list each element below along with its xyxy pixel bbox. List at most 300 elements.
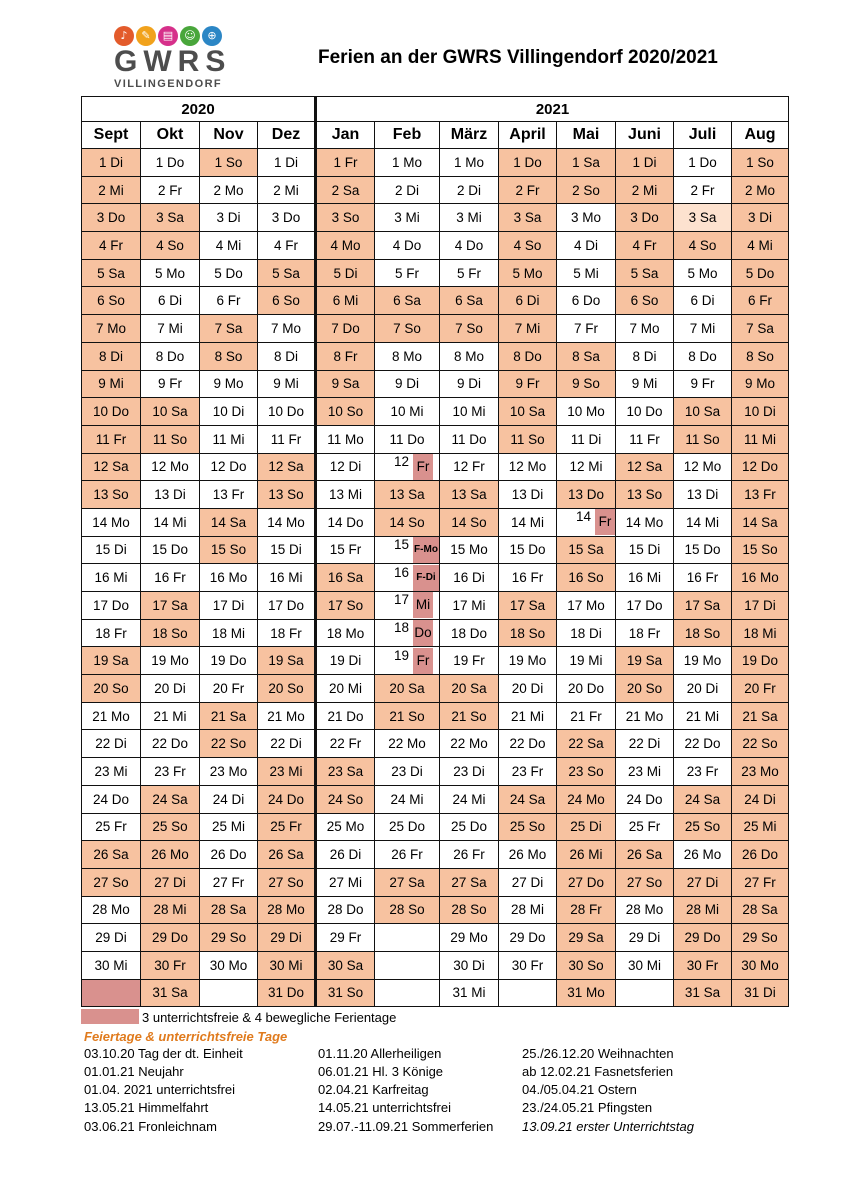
day-cell: 30 Sa — [316, 951, 375, 979]
day-cell: 14 Sa — [200, 508, 258, 536]
day-cell: 16 Mi — [82, 564, 141, 592]
day-cell: 16 Fr — [499, 564, 557, 592]
day-cell: 24 Sa — [499, 785, 557, 813]
day-cell: 5 Fr — [375, 259, 440, 287]
day-cell: 14 Mi — [499, 508, 557, 536]
day-cell: 9 Fr — [141, 370, 200, 398]
day-cell: 20 Sa — [375, 675, 440, 703]
first-school-day: 13.09.21 erster Unterrichtstag — [522, 1119, 694, 1134]
day-cell: 5 Sa — [82, 259, 141, 287]
day-cell: 13 So — [258, 481, 316, 509]
day-cell: 22 Do — [674, 730, 732, 758]
day-cell: 23 Fr — [141, 758, 200, 786]
month-header: Juni — [616, 122, 674, 149]
day-cell: 24 Di — [732, 785, 789, 813]
day-cell: 6 Do — [557, 287, 616, 315]
day-cell: 4 So — [674, 232, 732, 260]
calendar-row — [82, 758, 789, 786]
day-cell: 15 Sa — [557, 536, 616, 564]
day-cell: 22 Do — [141, 730, 200, 758]
day-cell: 14 Fr — [557, 508, 616, 536]
day-cell: 20 So — [258, 675, 316, 703]
day-cell: 9 Mi — [82, 370, 141, 398]
day-cell: 10 So — [316, 398, 375, 426]
day-cell: 18 Mo — [316, 619, 375, 647]
person-icon: ☺ — [180, 26, 200, 46]
day-cell: 5 Mo — [141, 259, 200, 287]
day-cell: 6 Sa — [440, 287, 499, 315]
day-cell: 30 Di — [440, 951, 499, 979]
day-cell: 4 Fr — [82, 232, 141, 260]
day-cell: 11 Mi — [200, 425, 258, 453]
day-cell: 3 Do — [258, 204, 316, 232]
day-cell: 29 Di — [616, 924, 674, 952]
globe-icon: ⊕ — [202, 26, 222, 46]
day-cell: 14 So — [375, 508, 440, 536]
day-cell: 26 Mi — [557, 841, 616, 869]
day-cell: 29 Di — [82, 924, 141, 952]
calendar-row — [82, 342, 789, 370]
day-cell: 6 Di — [499, 287, 557, 315]
day-cell: 1 Mo — [440, 149, 499, 177]
day-cell: 27 Sa — [440, 868, 499, 896]
day-cell: 23 Mo — [732, 758, 789, 786]
calendar-row — [82, 592, 789, 620]
calendar-row — [82, 785, 789, 813]
day-cell: 28 Mo — [258, 896, 316, 924]
day-cell: 6 So — [82, 287, 141, 315]
day-cell: 7 Do — [316, 315, 375, 343]
day-cell: 11 Fr — [616, 425, 674, 453]
day-cell: 21 Fr — [557, 702, 616, 730]
day-cell: 8 Di — [616, 342, 674, 370]
calendar-row — [82, 370, 789, 398]
day-cell: 16 F-Di — [375, 564, 440, 592]
day-cell: 8 Mo — [440, 342, 499, 370]
day-cell: 12 Di — [316, 453, 375, 481]
month-header: Juli — [674, 122, 732, 149]
calendar-row — [82, 398, 789, 426]
day-cell: 3 Sa — [499, 204, 557, 232]
holiday-item: 01.01.21 Neujahr — [84, 1064, 184, 1079]
day-cell: 6 Mi — [316, 287, 375, 315]
day-cell: 20 So — [82, 675, 141, 703]
day-cell: 7 So — [375, 315, 440, 343]
day-cell: 19 Sa — [616, 647, 674, 675]
day-cell: 21 Mi — [141, 702, 200, 730]
day-cell: 10 Mi — [375, 398, 440, 426]
calendar-row — [82, 813, 789, 841]
holiday-item: 01.11.20 Allerheiligen — [318, 1046, 442, 1061]
day-cell: 29 So — [732, 924, 789, 952]
calendar-row — [82, 619, 789, 647]
day-cell: 8 Do — [141, 342, 200, 370]
day-cell: 24 Sa — [674, 785, 732, 813]
calendar-row — [82, 453, 789, 481]
day-cell: 4 So — [141, 232, 200, 260]
calendar-row — [82, 204, 789, 232]
day-cell: 26 Sa — [258, 841, 316, 869]
day-cell: 31 Di — [732, 979, 789, 1007]
day-cell: 31 Mo — [557, 979, 616, 1007]
day-cell: 17 Di — [200, 592, 258, 620]
day-cell: 6 So — [258, 287, 316, 315]
day-cell: 2 Mi — [258, 176, 316, 204]
day-cell: 5 Mo — [499, 259, 557, 287]
day-cell: 28 So — [375, 896, 440, 924]
day-cell: 7 Mo — [82, 315, 141, 343]
day-cell: 25 Mi — [200, 813, 258, 841]
month-header: Sept — [82, 122, 141, 149]
day-cell: 19 Mo — [141, 647, 200, 675]
day-cell: 7 Sa — [200, 315, 258, 343]
calendar-row — [82, 287, 789, 315]
day-cell: 16 Sa — [316, 564, 375, 592]
day-cell: 2 Mi — [82, 176, 141, 204]
day-cell: 7 Mo — [616, 315, 674, 343]
day-cell: 11 Fr — [258, 425, 316, 453]
day-cell: 9 Sa — [316, 370, 375, 398]
day-cell: 15 Di — [82, 536, 141, 564]
day-cell: 1 Do — [499, 149, 557, 177]
day-cell: 7 So — [440, 315, 499, 343]
day-cell: 1 Di — [258, 149, 316, 177]
day-cell: 11 Do — [375, 425, 440, 453]
day-cell: 17 Sa — [499, 592, 557, 620]
day-cell: 5 Di — [316, 259, 375, 287]
movable-days-label: 3 unterrichtsfreie & 4 bewegliche Ferientage — [142, 1010, 397, 1025]
day-cell: 18 So — [674, 619, 732, 647]
day-cell: 10 Di — [732, 398, 789, 426]
day-cell: 24 Do — [258, 785, 316, 813]
day-cell: 21 Sa — [732, 702, 789, 730]
day-cell: 25 Fr — [82, 813, 141, 841]
calendar-row — [82, 425, 789, 453]
day-cell: 1 Do — [141, 149, 200, 177]
year-header-2020: 2020 — [82, 97, 316, 122]
movable-day-marker: Fr — [413, 648, 433, 674]
month-header-row — [82, 122, 789, 149]
day-cell: 28 Mi — [499, 896, 557, 924]
day-cell: 28 Do — [316, 896, 375, 924]
day-cell: 12 Mo — [499, 453, 557, 481]
day-cell: 25 Fr — [616, 813, 674, 841]
day-cell: 2 Di — [440, 176, 499, 204]
day-cell: 5 Do — [200, 259, 258, 287]
day-cell: 3 So — [316, 204, 375, 232]
day-cell: 28 Mo — [616, 896, 674, 924]
day-cell: 27 Di — [674, 868, 732, 896]
day-cell: 28 Mi — [141, 896, 200, 924]
day-cell: 18 Fr — [82, 619, 141, 647]
day-cell: 22 Di — [82, 730, 141, 758]
holiday-item: 03.10.20 Tag der dt. Einheit — [84, 1046, 243, 1061]
holiday-item: ab 12.02.21 Fasnetsferien — [522, 1064, 674, 1079]
month-header: Dez — [258, 122, 316, 149]
day-cell: 28 Mo — [82, 896, 141, 924]
day-cell: 17 Do — [616, 592, 674, 620]
day-cell: 8 Di — [82, 342, 141, 370]
day-cell: 13 Mi — [316, 481, 375, 509]
day-cell: 29 Mo — [440, 924, 499, 952]
day-cell: 26 Di — [316, 841, 375, 869]
calendar-row — [82, 232, 789, 260]
day-cell: 19 Fr — [375, 647, 440, 675]
day-cell: 27 Sa — [375, 868, 440, 896]
day-cell: 15 Do — [499, 536, 557, 564]
day-cell: 26 Mo — [674, 841, 732, 869]
day-cell: 26 Mo — [141, 841, 200, 869]
day-cell: 10 Sa — [141, 398, 200, 426]
day-cell: 27 Di — [141, 868, 200, 896]
day-cell: 16 Mi — [616, 564, 674, 592]
day-cell: 26 Mo — [499, 841, 557, 869]
day-cell: 18 So — [499, 619, 557, 647]
day-cell: 9 Mo — [200, 370, 258, 398]
holiday-item: 03.06.21 Fronleichnam — [84, 1119, 217, 1134]
holiday-item: 01.04. 2021 unterrichtsfrei — [84, 1082, 236, 1097]
day-cell: 4 So — [499, 232, 557, 260]
day-cell: 23 Mi — [258, 758, 316, 786]
day-cell: 26 Sa — [616, 841, 674, 869]
day-cell: 19 Do — [732, 647, 789, 675]
day-cell: 14 Do — [316, 508, 375, 536]
movable-day-marker: Fr — [413, 454, 433, 480]
day-cell: 12 Mo — [674, 453, 732, 481]
day-cell: 12 Mi — [557, 453, 616, 481]
day-cell: 26 Do — [200, 841, 258, 869]
holiday-item: 25./26.12.20 Weihnachten — [522, 1046, 674, 1061]
day-cell: 7 Mi — [141, 315, 200, 343]
day-cell — [375, 979, 440, 1007]
day-cell: 31 Do — [258, 979, 316, 1007]
day-cell: 27 Fr — [732, 868, 789, 896]
day-cell: 21 Mo — [616, 702, 674, 730]
movable-day-marker: Do — [413, 620, 433, 646]
day-cell: 11 Di — [557, 425, 616, 453]
day-cell: 13 Sa — [375, 481, 440, 509]
day-cell: 25 So — [674, 813, 732, 841]
day-cell: 10 Sa — [674, 398, 732, 426]
holiday-item: 04./05.04.21 Ostern — [522, 1082, 637, 1097]
day-cell: 4 Fr — [258, 232, 316, 260]
month-header: März — [440, 122, 499, 149]
day-cell: 26 Fr — [440, 841, 499, 869]
day-cell: 14 Sa — [732, 508, 789, 536]
day-cell: 26 Sa — [82, 841, 141, 869]
holiday-item: 29.07.-11.09.21 Sommerferien — [318, 1119, 494, 1134]
page-title: Ferien an der GWRS Villingendorf 2020/2021 — [318, 47, 718, 68]
calendar-row — [82, 149, 789, 177]
day-cell: 13 Fr — [732, 481, 789, 509]
day-cell: 25 Do — [375, 813, 440, 841]
day-cell: 12 Sa — [82, 453, 141, 481]
day-cell: 21 Sa — [200, 702, 258, 730]
day-cell: 10 Mo — [557, 398, 616, 426]
day-cell: 14 Mo — [82, 508, 141, 536]
calendar-row — [82, 868, 789, 896]
day-cell: 1 Mo — [375, 149, 440, 177]
calendar-row — [82, 924, 789, 952]
day-cell: 18 Fr — [616, 619, 674, 647]
day-cell: 16 Mo — [200, 564, 258, 592]
day-cell: 24 Di — [200, 785, 258, 813]
day-cell: 22 Di — [616, 730, 674, 758]
day-cell: 31 So — [316, 979, 375, 1007]
day-cell: 18 Fr — [258, 619, 316, 647]
day-cell: 27 Di — [499, 868, 557, 896]
day-cell — [200, 979, 258, 1007]
day-cell: 1 Fr — [316, 149, 375, 177]
day-cell: 5 Do — [732, 259, 789, 287]
day-cell: 12 Fr — [440, 453, 499, 481]
day-cell: 13 Di — [499, 481, 557, 509]
day-cell: 25 Fr — [258, 813, 316, 841]
day-cell: 21 Mi — [674, 702, 732, 730]
day-cell: 7 Mi — [674, 315, 732, 343]
day-cell: 4 Do — [375, 232, 440, 260]
palette-icon: ✎ — [136, 26, 156, 46]
day-cell: 27 Mi — [316, 868, 375, 896]
day-cell: 3 Mo — [557, 204, 616, 232]
movable-day-marker: F-Mo — [413, 537, 439, 563]
day-cell: 25 Mi — [732, 813, 789, 841]
day-cell — [616, 979, 674, 1007]
day-cell: 17 Di — [732, 592, 789, 620]
day-cell: 22 Di — [258, 730, 316, 758]
day-cell: 24 Mo — [557, 785, 616, 813]
day-cell: 5 Mo — [674, 259, 732, 287]
day-cell: 28 Mi — [674, 896, 732, 924]
day-cell: 17 Sa — [141, 592, 200, 620]
day-cell: 30 Fr — [499, 951, 557, 979]
day-cell: 28 Sa — [732, 896, 789, 924]
day-cell: 21 So — [440, 702, 499, 730]
day-cell: 23 Di — [375, 758, 440, 786]
day-cell: 6 Sa — [375, 287, 440, 315]
day-cell: 27 So — [258, 868, 316, 896]
calendar-row — [82, 702, 789, 730]
day-cell: 11 So — [499, 425, 557, 453]
day-cell: 18 Di — [557, 619, 616, 647]
calendar-row — [82, 951, 789, 979]
day-cell: 6 So — [616, 287, 674, 315]
day-cell: 15 So — [732, 536, 789, 564]
day-cell: 20 Di — [674, 675, 732, 703]
month-header: Feb — [375, 122, 440, 149]
day-cell: 18 Do — [440, 619, 499, 647]
day-cell: 22 Mo — [440, 730, 499, 758]
day-cell: 2 Fr — [499, 176, 557, 204]
day-cell: 19 Sa — [258, 647, 316, 675]
day-cell: 3 Di — [732, 204, 789, 232]
day-cell: 14 Mo — [616, 508, 674, 536]
movable-day-marker: Mi — [413, 592, 433, 618]
day-cell: 8 Do — [499, 342, 557, 370]
calendar-row — [82, 730, 789, 758]
movable-day-marker: F-Di — [413, 565, 439, 591]
month-header: Jan — [316, 122, 375, 149]
calendar-row — [82, 841, 789, 869]
holiday-calendar-table — [81, 96, 789, 1007]
calendar-row — [82, 896, 789, 924]
day-cell: 9 Fr — [499, 370, 557, 398]
day-cell: 27 Fr — [200, 868, 258, 896]
logo-subtitle: VILLINGENDORF — [114, 78, 223, 90]
day-cell: 4 Di — [557, 232, 616, 260]
day-cell: 24 Do — [616, 785, 674, 813]
day-cell: 2 Mi — [616, 176, 674, 204]
day-cell: 16 So — [557, 564, 616, 592]
day-cell: 1 Di — [82, 149, 141, 177]
day-cell: 23 Fr — [499, 758, 557, 786]
day-cell: 3 Di — [200, 204, 258, 232]
day-cell: 24 Mi — [375, 785, 440, 813]
day-cell: 17 Mi — [375, 592, 440, 620]
day-cell: 27 So — [616, 868, 674, 896]
holiday-item: 14.05.21 unterrichtsfrei — [318, 1100, 451, 1115]
day-cell: 1 Do — [674, 149, 732, 177]
day-cell — [82, 979, 141, 1007]
day-cell: 2 Di — [375, 176, 440, 204]
day-cell: 24 So — [316, 785, 375, 813]
day-cell: 9 Fr — [674, 370, 732, 398]
calendar-row — [82, 536, 789, 564]
day-cell: 15 Mo — [440, 536, 499, 564]
day-cell: 10 Mi — [440, 398, 499, 426]
day-cell: 15 Do — [141, 536, 200, 564]
day-cell: 9 Mi — [258, 370, 316, 398]
day-cell: 17 So — [316, 592, 375, 620]
day-cell: 21 Do — [316, 702, 375, 730]
day-cell: 6 Fr — [200, 287, 258, 315]
day-cell: 26 Do — [732, 841, 789, 869]
month-header: Aug — [732, 122, 789, 149]
day-cell: 25 So — [141, 813, 200, 841]
day-cell: 1 So — [732, 149, 789, 177]
day-cell: 18 Mi — [732, 619, 789, 647]
day-cell: 18 Mi — [200, 619, 258, 647]
day-cell: 30 Mo — [732, 951, 789, 979]
day-cell: 16 Di — [440, 564, 499, 592]
day-cell: 23 Fr — [674, 758, 732, 786]
day-cell: 31 Sa — [141, 979, 200, 1007]
day-cell: 6 Di — [141, 287, 200, 315]
logo-wordmark: GWRS — [114, 45, 232, 78]
day-cell: 8 So — [732, 342, 789, 370]
day-cell: 21 Mo — [82, 702, 141, 730]
day-cell: 25 So — [499, 813, 557, 841]
day-cell: 20 Do — [557, 675, 616, 703]
holiday-item: 06.01.21 Hl. 3 Könige — [318, 1064, 444, 1079]
day-cell: 30 Mi — [82, 951, 141, 979]
day-cell: 9 So — [557, 370, 616, 398]
day-cell: 24 Do — [82, 785, 141, 813]
day-cell: 3 Mi — [440, 204, 499, 232]
day-cell: 20 Fr — [200, 675, 258, 703]
day-cell: 2 Fr — [141, 176, 200, 204]
day-cell: 4 Mi — [732, 232, 789, 260]
day-cell: 29 So — [200, 924, 258, 952]
day-cell: 19 Sa — [82, 647, 141, 675]
day-cell: 10 Do — [82, 398, 141, 426]
day-cell: 9 Mi — [616, 370, 674, 398]
day-cell: 8 Mo — [375, 342, 440, 370]
day-cell: 20 Sa — [440, 675, 499, 703]
day-cell: 16 Fr — [141, 564, 200, 592]
day-cell: 23 Di — [440, 758, 499, 786]
holiday-item: 23./24.05.21 Pfingsten — [522, 1100, 653, 1115]
